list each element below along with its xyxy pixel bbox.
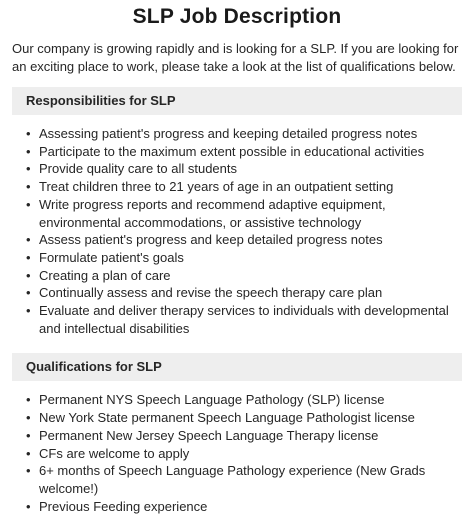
qualification-item-text: Permanent New Jersey Speech Language Therapy license [39,427,379,443]
bullet-icon: • [26,498,31,514]
responsibility-item-text: Treat children three to 21 years of age in an outpatient setting [39,179,394,195]
qualification-item [26,409,462,427]
bullet-icon: • [26,285,31,301]
responsibility-item [26,302,462,337]
bullet-icon: • [26,143,31,159]
responsibility-item [26,125,462,143]
responsibility-item-text: Continually assess and revise the speech therapy care plan [39,285,383,301]
qualifications-list [12,391,462,515]
responsibility-item-text: Evaluate and deliver therapy services to individuals with developmental and intellectual disabilities [39,303,449,336]
bullet-icon: • [26,427,31,443]
responsibility-item [26,231,462,249]
responsibility-item [26,160,462,178]
qualification-item-text: Permanent NYS Speech Language Pathology (SLP) license [39,392,385,408]
bullet-icon: • [26,179,31,195]
qualification-item [26,391,462,409]
qualification-item-text: 6+ months of Speech Language Pathology experience (New Grads welcome!) [39,463,426,496]
qualification-item-text: Previous Feeding experience [39,498,208,514]
responsibility-item-text: Participate to the maximum extent possible in educational activities [39,143,425,159]
qualification-item [26,445,462,463]
responsibility-item [26,249,462,267]
bullet-icon: • [26,126,31,141]
responsibility-item-text: Assessing patient's progress and keeping detailed progress notes [39,126,418,141]
bullet-icon: • [26,445,31,461]
responsibility-item [26,196,462,231]
responsibility-item [26,178,462,196]
bullet-icon: • [26,463,31,479]
responsibility-item [26,284,462,302]
qualification-item [26,462,462,497]
bullet-icon: • [26,392,31,408]
bullet-icon: • [26,267,31,283]
qualification-item-text: CFs are welcome to apply [39,445,190,461]
bullet-icon: • [26,196,31,212]
page-title: SLP Job Description [132,5,342,28]
responsibility-item-text: Assess patient's progress and keep detailed progress notes [39,232,383,248]
responsibility-item-text: Creating a plan of care [39,267,171,283]
responsibility-item-text: Formulate patient's goals [39,249,184,265]
responsibility-item [26,267,462,285]
qualification-item-text: New York State permanent Speech Language Pathologist license [39,410,415,426]
intro-paragraph: Our company is growing rapidly and is looking for a SLP. If you are looking for an exciting place to work, please take a look at the list of qualifications below. [12,41,459,74]
bullet-icon: • [26,410,31,426]
responsibilities-heading: Responsibilities for SLP [12,87,462,115]
responsibilities-list [12,125,462,337]
qualification-item [26,427,462,445]
responsibility-item-text: Write progress reports and recommend adaptive equipment, environmental accommodations, or assistive technology [39,196,386,230]
responsibility-item [26,143,462,161]
bullet-icon: • [26,232,31,248]
bullet-icon: • [26,303,31,319]
bullet-icon: • [26,249,31,265]
bullet-icon: • [26,161,31,177]
qualifications-heading: Qualifications for SLP [12,353,462,381]
responsibility-item-text: Provide quality care to all students [39,161,237,177]
qualification-item [26,498,462,516]
